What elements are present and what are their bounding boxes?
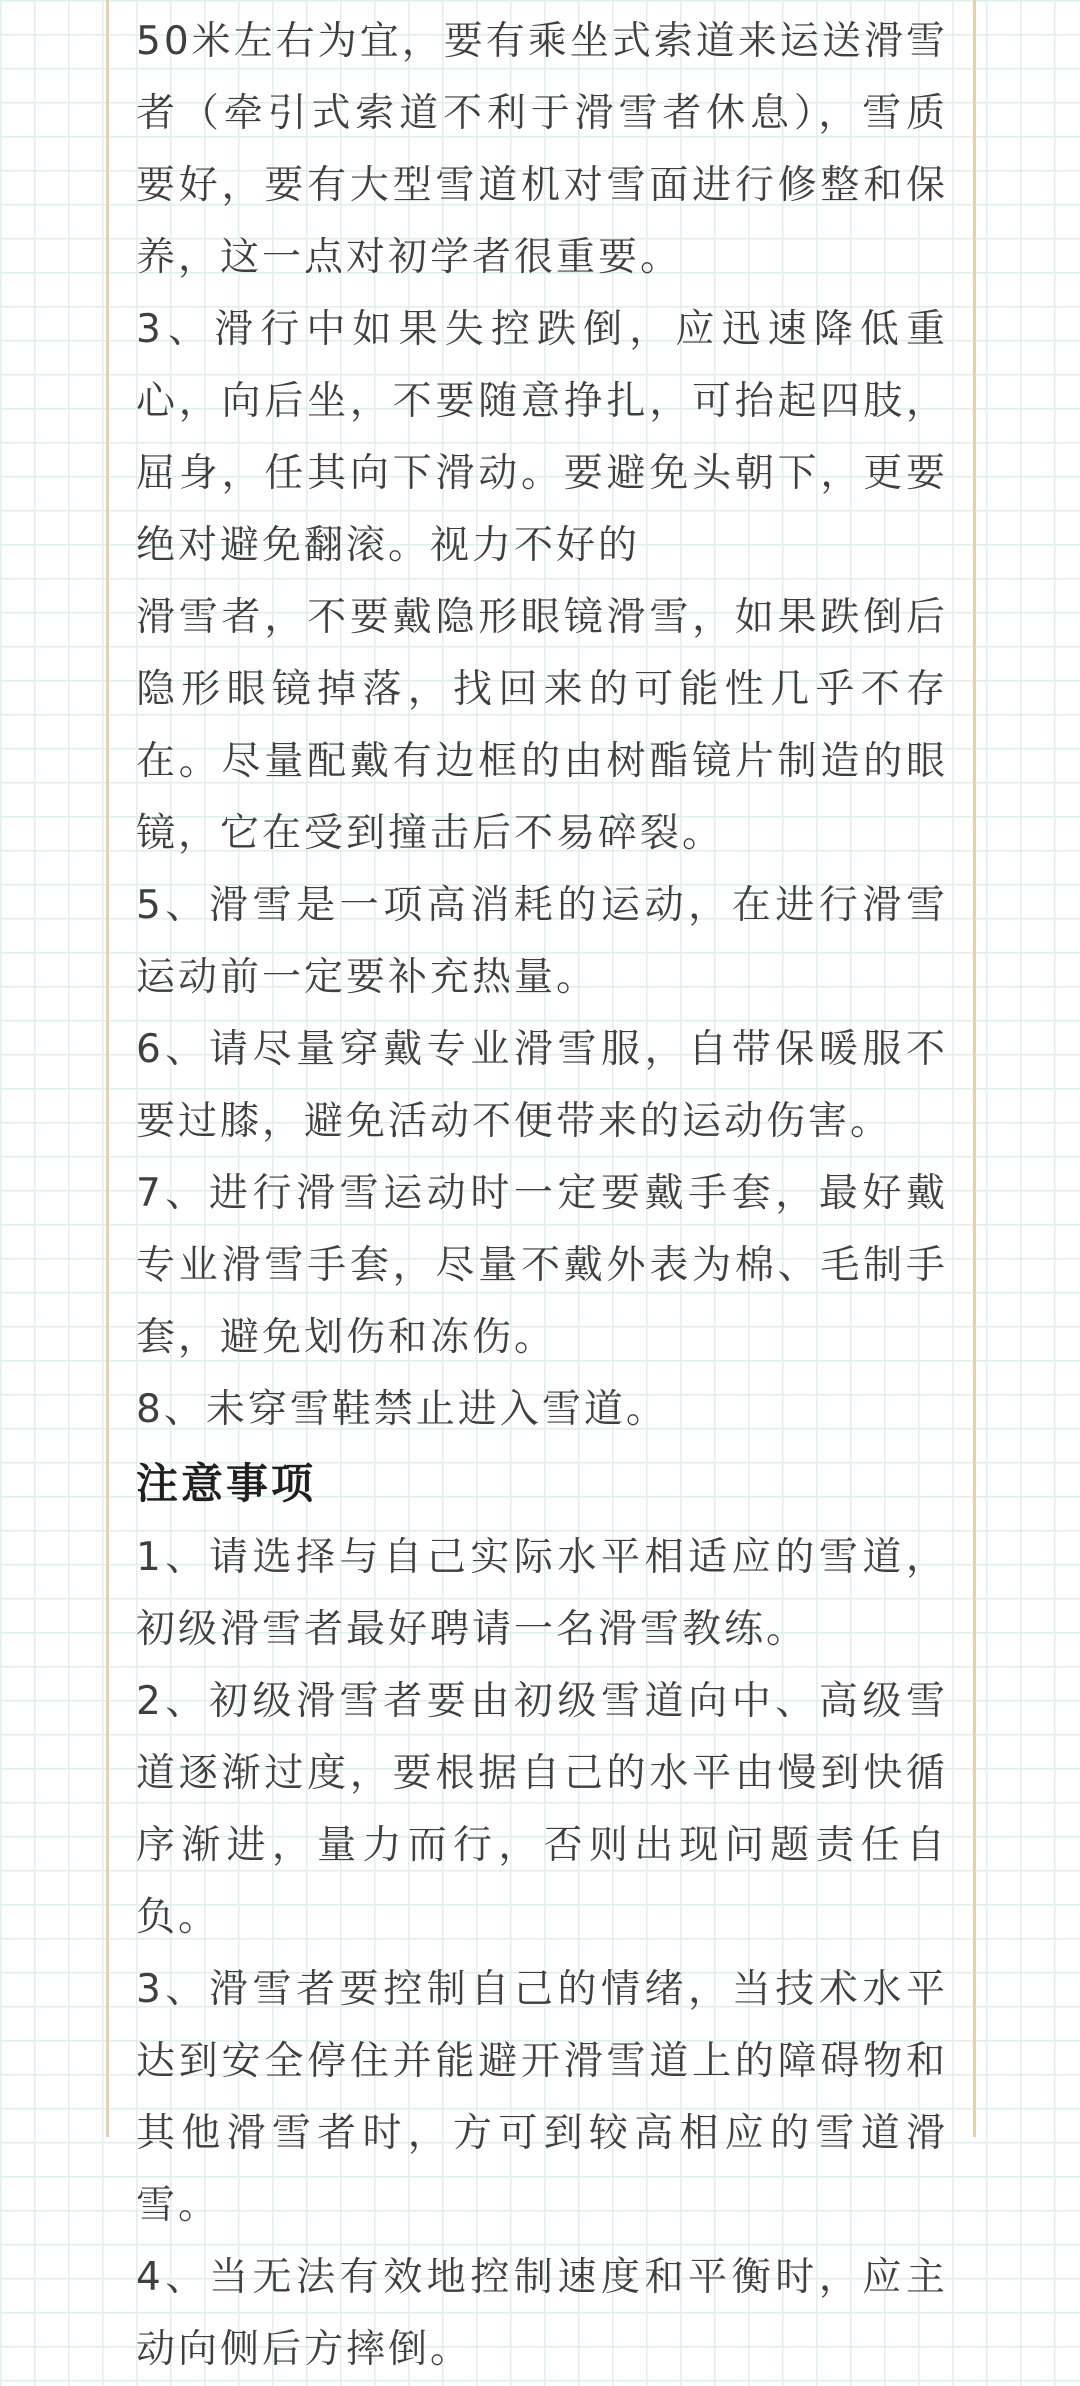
article-content: [136, 6, 948, 2386]
paragraph-tip-5-energy: 5、滑雪是一项高消耗的运动，在进行滑雪运动前一定要补充热量。: [136, 883, 948, 1000]
paragraph-tip-3-falling: 3、滑行中如果失控跌倒，应迅速降低重心，向后坐，不要随意挣扎，可抬起四肢，屈身，任其向下滑动。要避免头朝下，更要绝对避免翻滚。视力不好的: [136, 307, 948, 568]
paragraph-tip-8-boots: 8、未穿雪鞋禁止进入雪道。: [136, 1387, 668, 1432]
section-heading-precautions: 注意事项: [136, 1459, 317, 1508]
paragraph-tip-6-clothing: 6、请尽量穿戴专业滑雪服，自带保暖服不要过膝，避免活动不便带来的运动伤害。: [136, 1027, 948, 1144]
paragraph-tip-7-gloves: 7、进行滑雪运动时一定要戴手套，最好戴专业滑雪手套，尽量不戴外表为棉、毛制手套，避免划伤和冻伤。: [136, 1171, 948, 1360]
paragraph-slope-requirements: 50米左右为宜，要有乘坐式索道来运送滑雪者（牵引式索道不利于滑雪者休息），雪质要好，要有大型雪道机对雪面进行修整和保养，这一点对初学者很重要。: [136, 19, 948, 280]
paragraph-contact-lens: 滑雪者，不要戴隐形眼镜滑雪，如果跌倒后隐形眼镜掉落，找回来的可能性几乎不存在。尽量配戴有边框的由树酯镜片制造的眼镜，它在受到撞击后不易碎裂。: [136, 595, 948, 856]
paragraph-precaution-3: 3、滑雪者要控制自己的情绪，当技术水平达到安全停住并能避开滑雪道上的障碍物和其他滑雪者时，方可到较高相应的雪道滑雪。: [136, 1967, 948, 2228]
paragraph-precaution-4: 4、当无法有效地控制速度和平衡时，应主动向侧后方摔倒。: [136, 2255, 948, 2372]
paragraph-precaution-2: 2、初级滑雪者要由初级雪道向中、高级雪道逐渐过度，要根据自己的水平由慢到快循序渐进，量力而行，否则出现问题责任自负。: [136, 1679, 948, 1940]
paragraph-precaution-1: 1、请选择与自己实际水平相适应的雪道，初级滑雪者最好聘请一名滑雪教练。: [136, 1535, 948, 1652]
